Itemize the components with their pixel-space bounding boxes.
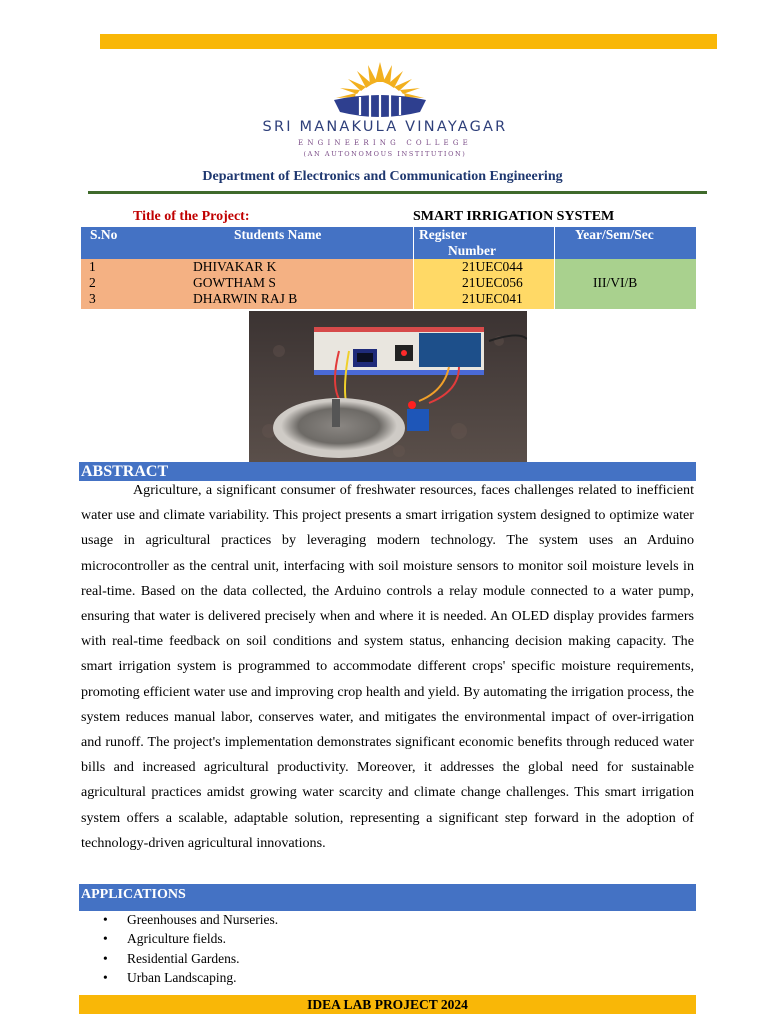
college-subtitle: ENGINEERING COLLEGE [298, 139, 472, 147]
abstract-heading: ABSTRACT [79, 462, 696, 481]
header-register-line2: Number [448, 243, 496, 258]
row-register-number: 21UEC056 [462, 275, 523, 290]
abstract-paragraph: Agriculture, a significant consumer of freshwater resources, faces challenges related to inefficient water use and climate variability. This project presents a smart irrigation system designed to optimize water usage in agricultural practices by leveraging modern technology. The system uses an Arduino microcontroller as the central unit, interfacing with soil moisture sensors to monitor soil moisture levels in real-time. Based on the data collected, the Arduino controls a relay module connected to a water pump, ensuring that water is delivered precisely when and where it is needed. An OLED display provides farmers with real-time feedback on soil conditions and system status, enhancing decision making capacity. The smart irrigation system is programmed to accommodate different crops' specific moisture requirements, promoting efficient water use and improving crop health and yield. By automating the irrigation process, the system reduces manual labor, conserves water, and mitigates the environmental impact of over-irrigation and runoff. The project's implementation demonstrates significant economic benefits through reduced water bills and increased agricultural productivity. Moreover, it addresses the global need for sustainable agricultural practices amidst growing water scarcity and climate change challenges. This smart irrigation system offers a scalable, adaptable solution, representing a significant step forward in the adoption of technology-driven agricultural innovations. [81, 482, 694, 851]
list-item [103, 929, 603, 948]
department-title: Department of Electronics and Communication Engineering [202, 169, 563, 184]
bullet-icon: • [103, 931, 108, 947]
list-item [103, 910, 603, 929]
bullet-icon: • [103, 950, 108, 966]
project-title-value: SMART IRRIGATION SYSTEM [413, 209, 615, 224]
header-student-name: Students Name [234, 227, 322, 242]
table-header-students [81, 227, 413, 259]
header-year-sem-sec: Year/Sem/Sec [575, 227, 654, 242]
row-student-name: DHARWIN RAJ B [193, 291, 298, 306]
table-row [81, 259, 554, 275]
applications-list [103, 910, 603, 988]
college-name: SRI MANAKULA VINAYAGAR [262, 119, 508, 135]
row-sno: 2 [89, 275, 96, 290]
row-student-name: GOWTHAM S [193, 275, 276, 290]
top-accent-bar [100, 34, 717, 49]
row-sno: 1 [89, 259, 96, 274]
header-register-line1: Register [419, 227, 467, 242]
project-title-label: Title of the Project: [133, 209, 250, 224]
row-register-number: 21UEC044 [462, 259, 523, 274]
row-sno: 3 [89, 291, 96, 306]
table-row [81, 275, 554, 291]
row-student-name: DHIVAKAR K [193, 259, 277, 274]
table-header-year [555, 227, 696, 259]
application-label: Urban Landscaping. [127, 970, 237, 986]
application-label: Agriculture fields. [127, 931, 226, 947]
divider-line [88, 191, 707, 194]
footer-banner: IDEA LAB PROJECT 2024 [79, 995, 696, 1014]
year-sem-sec-value: III/VI/B [593, 275, 638, 290]
college-emblem-icon [330, 60, 430, 120]
college-autonomous-label: (AN AUTONOMOUS INSTITUTION) [303, 150, 467, 158]
applications-heading: APPLICATIONS [79, 884, 696, 911]
project-setup-photo [249, 311, 527, 462]
header-sno: S.No [90, 227, 118, 242]
application-label: Greenhouses and Nurseries. [127, 912, 279, 927]
list-item [103, 949, 603, 968]
row-register-number: 21UEC041 [462, 291, 523, 306]
year-block [555, 259, 696, 309]
application-label: Residential Gardens. [127, 950, 240, 966]
table-row [81, 291, 554, 307]
list-item [103, 968, 603, 987]
bullet-icon: • [103, 970, 108, 986]
table-header-register [414, 227, 554, 259]
bullet-icon: • [103, 912, 108, 927]
